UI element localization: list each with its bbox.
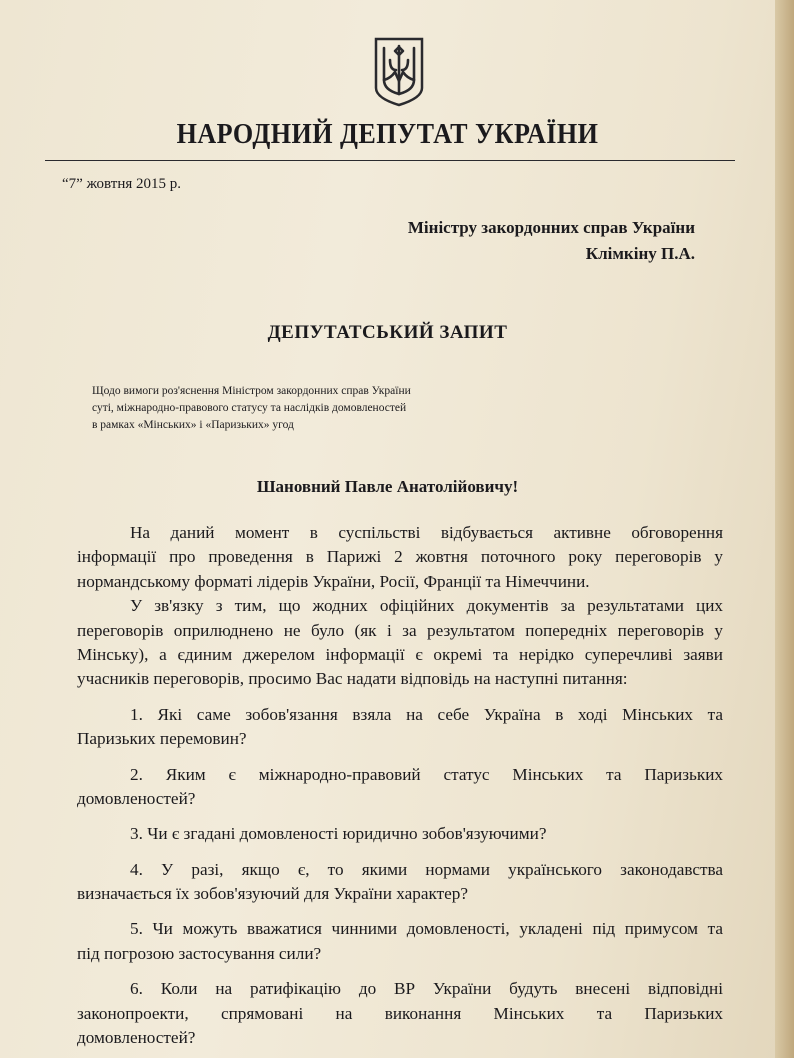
document-title: НАРОДНИЙ ДЕПУТАТ УКРАЇНИ (176, 118, 599, 150)
document-subject: ДЕПУТАТСЬКИЙ ЗАПИТ (267, 322, 508, 343)
body-line: переговорів оприлюднено не було (як і за результатом попередніх переговорів у (77, 620, 723, 640)
question-line: законопроекти, спрямовані на виконання Мінських та Паризьких (77, 1003, 723, 1023)
question-line: під погрозою застосування сили? (77, 943, 322, 963)
salutation: Шановний Павле Анатолійовичу! (256, 477, 519, 496)
paragraph-2 (77, 594, 723, 692)
background-edge (775, 0, 794, 1058)
body-line: У зв'язку з тим, що жодних офіційних документів за результатами цих (130, 596, 723, 616)
question-line: 2. Яким є міжнародно-правовий статус Мінських та Паризьких (130, 764, 723, 784)
addressee-position: Міністру закордонних справ України (407, 218, 695, 237)
regarding-line: в рамках «Мінських» і «Паризьких» угод (92, 419, 294, 431)
spacer (77, 692, 723, 703)
spacer (77, 906, 723, 917)
regarding-line: Щодо вимоги роз'яснення Міністром закордонних справ України (92, 385, 411, 397)
question-line: 1. Які саме зобов'язання взяла на себе Україна в ході Мінських та (130, 704, 723, 724)
body-line: учасників переговорів, просимо Вас надати відповідь на наступні питання: (77, 669, 628, 689)
spacer (77, 966, 723, 977)
question-6 (77, 977, 723, 1050)
regarding-block (92, 383, 411, 434)
question-line: визначається їх зобов'язуючий для України характер? (77, 884, 468, 904)
spacer (77, 847, 723, 858)
question-line: домовленостей? (77, 1028, 196, 1048)
addressee-name: Клімкіну П.А. (585, 244, 695, 263)
letter-date: “7” жовтня 2015 р. (62, 176, 181, 192)
question-line: 6. Коли на ратифікацію до ВР України будуть внесені відповідні (130, 979, 723, 999)
question-line: 5. Чи можуть вважатися чинними домовленості, укладені під примусом та (130, 919, 723, 939)
letter-body (77, 521, 723, 1050)
question-1 (77, 703, 723, 752)
body-line: нормандському форматі лідерів України, Росії, Франції та Німеччини. (77, 571, 590, 591)
paragraph-1 (77, 521, 723, 594)
body-line: Мінську), а єдиним джерелом інформації є окремі та нерідко суперечливі заяви (77, 644, 723, 664)
question-line: 3. Чи є згадані домовленості юридично зобов'язуючими? (130, 824, 547, 844)
spacer (77, 752, 723, 763)
regarding-line: суті, міжнародно-правового статусу та наслідків домовленостей (92, 402, 407, 414)
question-line: Паризьких перемовин? (77, 729, 247, 749)
spacer (77, 811, 723, 822)
question-4 (77, 858, 723, 907)
trident-emblem-icon (373, 36, 425, 108)
question-3 (77, 822, 723, 846)
header-divider (45, 160, 735, 161)
question-5 (77, 917, 723, 966)
body-line: інформації про проведення в Парижі 2 жовтня поточного року переговорів у (77, 547, 723, 567)
body-line: На даний момент в суспільстві відбувається активне обговорення (130, 523, 723, 542)
question-2 (77, 763, 723, 812)
question-line: 4. У разі, якщо є, то якими нормами українського законодавства (130, 859, 723, 879)
question-line: домовленостей? (77, 788, 196, 808)
